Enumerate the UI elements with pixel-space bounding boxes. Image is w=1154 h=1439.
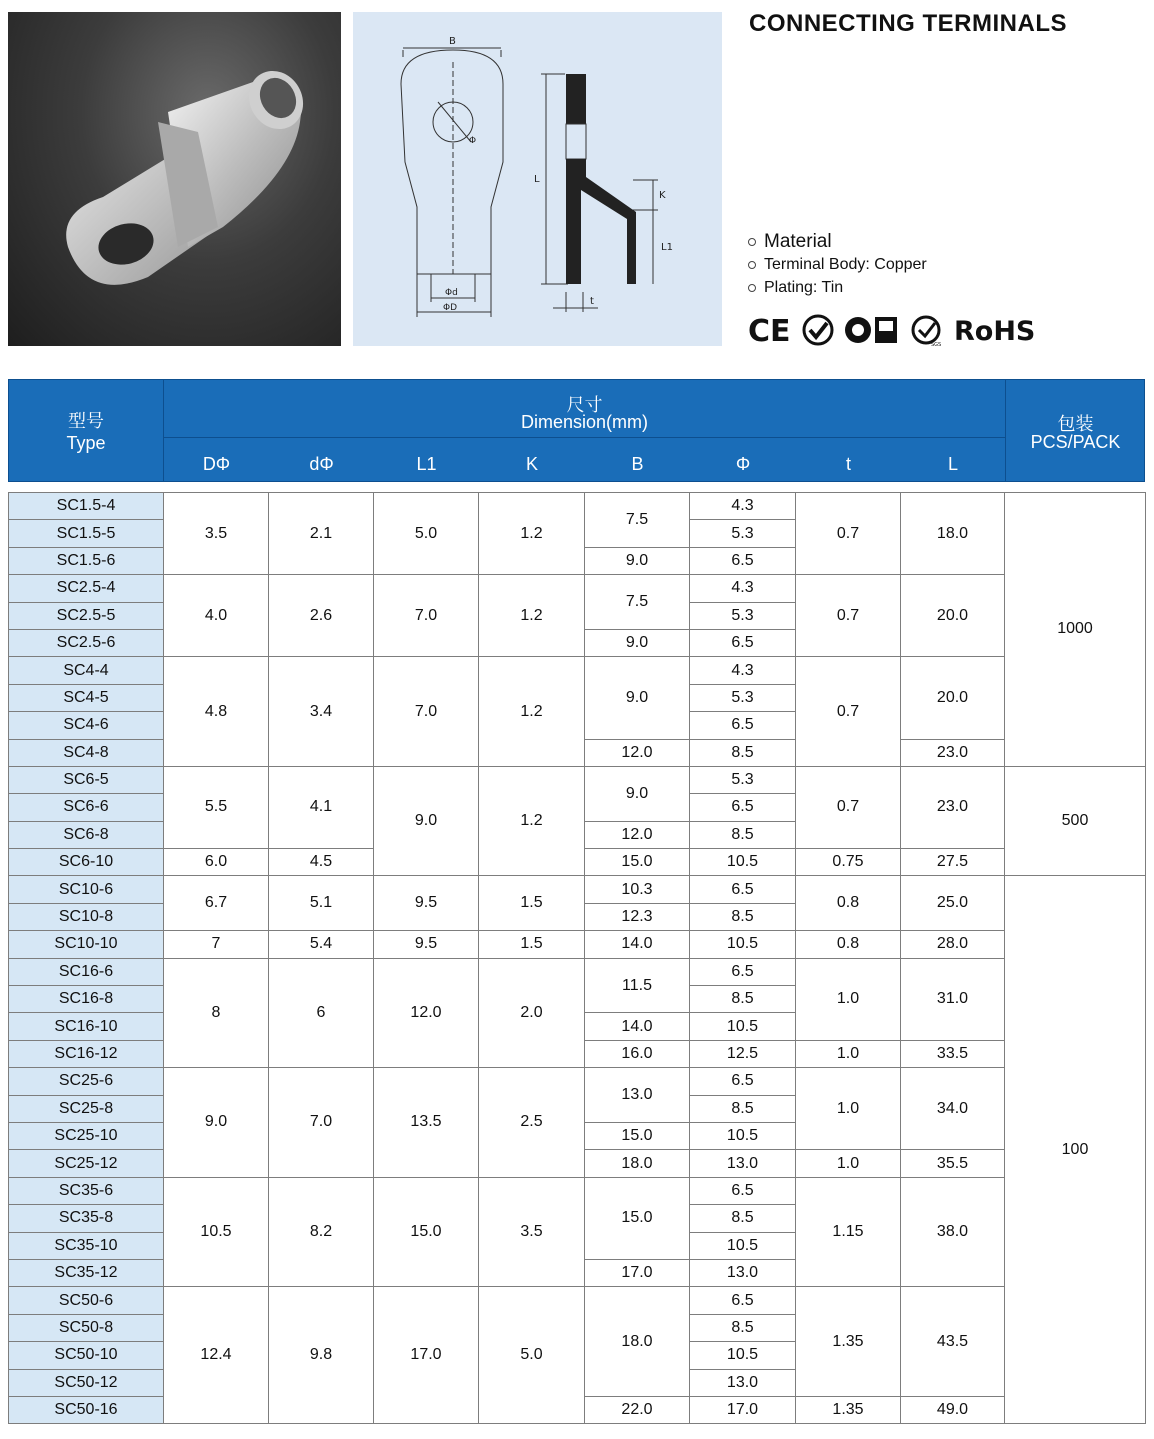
cell-Phi: 13.0 — [690, 1369, 796, 1396]
dimension-diagram — [353, 12, 722, 346]
cell-d: 2.6 — [269, 575, 374, 657]
table-row — [9, 657, 1146, 684]
header-dimension-en: Dimension(mm) — [520, 412, 648, 432]
label-d-small: Φd — [445, 288, 458, 298]
cell-Phi: 10.5 — [690, 1122, 796, 1149]
product-photo — [8, 12, 341, 346]
cell-Phi: 4.3 — [690, 575, 796, 602]
cell-pack: 100 — [1005, 876, 1146, 1424]
cell-B: 15.0 — [585, 1122, 690, 1149]
label-phi: Φ — [469, 136, 477, 146]
cell-D: 5.5 — [164, 766, 269, 848]
quality-cert-icon — [845, 317, 897, 343]
cell-B: 9.0 — [585, 629, 690, 656]
cell-K: 1.5 — [479, 876, 585, 931]
cell-Phi: 10.5 — [690, 1232, 796, 1259]
cell-t: 0.8 — [796, 931, 901, 958]
cell-B: 16.0 — [585, 1040, 690, 1067]
cell-d: 2.1 — [269, 493, 374, 575]
certification-logos — [748, 310, 1048, 350]
cell-B: 14.0 — [585, 931, 690, 958]
cell-L: 25.0 — [901, 876, 1005, 931]
cell-L1: 7.0 — [374, 657, 479, 767]
cell-B: 12.3 — [585, 903, 690, 930]
cell-type: SC50-8 — [9, 1314, 164, 1341]
cell-B: 12.0 — [585, 821, 690, 848]
cell-D: 4.0 — [164, 575, 269, 657]
cell-t: 1.15 — [796, 1177, 901, 1287]
label-t: t — [590, 296, 594, 307]
cell-L: 38.0 — [901, 1177, 1005, 1287]
col-header-L: L — [947, 454, 958, 474]
cell-d: 6 — [269, 958, 374, 1068]
cell-D: 6.7 — [164, 876, 269, 931]
cell-Phi: 4.3 — [690, 657, 796, 684]
dimension-table — [8, 492, 1146, 1424]
cell-D: 12.4 — [164, 1287, 269, 1424]
cell-L1: 15.0 — [374, 1177, 479, 1287]
cell-Phi: 13.0 — [690, 1259, 796, 1286]
cell-Phi: 6.5 — [690, 1068, 796, 1095]
label-l1: L1 — [661, 242, 673, 253]
cell-t: 1.0 — [796, 1068, 901, 1150]
cell-Phi: 4.3 — [690, 493, 796, 520]
cell-B: 10.3 — [585, 876, 690, 903]
cell-B: 9.0 — [585, 657, 690, 739]
cell-Phi: 12.5 — [690, 1040, 796, 1067]
cell-Phi: 8.5 — [690, 986, 796, 1013]
cell-type: SC6-5 — [9, 766, 164, 793]
divider — [164, 437, 1005, 438]
cell-B: 9.0 — [585, 766, 690, 821]
bullet-icon — [748, 261, 756, 269]
cell-d: 4.1 — [269, 766, 374, 848]
cell-K: 1.2 — [479, 766, 585, 876]
cell-type: SC2.5-4 — [9, 575, 164, 602]
header-pack-en: PCS/PACK — [1030, 432, 1121, 452]
cell-type: SC10-8 — [9, 903, 164, 930]
cell-pack: 1000 — [1005, 493, 1146, 767]
cell-t: 1.0 — [796, 1150, 901, 1177]
cell-type: SC4-8 — [9, 739, 164, 766]
cell-D: 4.8 — [164, 657, 269, 767]
cell-t: 0.7 — [796, 575, 901, 657]
cell-L1: 17.0 — [374, 1287, 479, 1424]
cell-type: SC2.5-5 — [9, 602, 164, 629]
col-header-d: dΦ — [309, 454, 334, 474]
cell-type: SC25-6 — [9, 1068, 164, 1095]
header-type-en: Type — [66, 433, 106, 453]
cell-K: 1.2 — [479, 575, 585, 657]
label-b: B — [449, 36, 456, 47]
cell-t: 1.0 — [796, 1040, 901, 1067]
cell-K: 2.5 — [479, 1068, 585, 1178]
cell-L1: 5.0 — [374, 493, 479, 575]
svg-text:SGS: SGS — [931, 342, 942, 348]
cell-Phi: 6.5 — [690, 629, 796, 656]
cell-Phi: 10.5 — [690, 1342, 796, 1369]
cell-Phi: 8.5 — [690, 1205, 796, 1232]
cell-Phi: 8.5 — [690, 1095, 796, 1122]
cell-L: 28.0 — [901, 931, 1005, 958]
cell-L: 27.5 — [901, 849, 1005, 876]
cell-type: SC50-6 — [9, 1287, 164, 1314]
label-l: L — [534, 174, 540, 185]
cell-L: 31.0 — [901, 958, 1005, 1040]
cell-L: 34.0 — [901, 1068, 1005, 1150]
cell-Phi: 6.5 — [690, 794, 796, 821]
cell-Phi: 10.5 — [690, 931, 796, 958]
cell-d: 9.8 — [269, 1287, 374, 1424]
cell-Phi: 13.0 — [690, 1150, 796, 1177]
cell-K: 1.2 — [479, 657, 585, 767]
cell-type: SC35-10 — [9, 1232, 164, 1259]
cell-L: 35.5 — [901, 1150, 1005, 1177]
ce-mark-icon: CE — [748, 314, 791, 349]
cell-L: 23.0 — [901, 739, 1005, 766]
col-header-B: B — [631, 454, 644, 474]
cell-Phi: 6.5 — [690, 1177, 796, 1204]
table-row — [9, 575, 1146, 602]
cell-B: 7.5 — [585, 493, 690, 548]
cell-d: 3.4 — [269, 657, 374, 767]
cell-D: 10.5 — [164, 1177, 269, 1287]
table-header — [8, 379, 1145, 482]
cell-D: 8 — [164, 958, 269, 1068]
cell-B: 13.0 — [585, 1068, 690, 1123]
cell-L: 33.5 — [901, 1040, 1005, 1067]
table-row — [9, 876, 1146, 903]
cell-d: 5.1 — [269, 876, 374, 931]
cell-Phi: 8.5 — [690, 1314, 796, 1341]
col-header-L1: L1 — [416, 454, 437, 474]
cell-K: 2.0 — [479, 958, 585, 1068]
cell-L: 20.0 — [901, 657, 1005, 739]
cell-Phi: 5.3 — [690, 684, 796, 711]
cell-B: 11.5 — [585, 958, 690, 1013]
cell-Phi: 17.0 — [690, 1396, 796, 1423]
table-row — [9, 958, 1146, 985]
bullet-icon — [748, 238, 756, 246]
cell-type: SC2.5-6 — [9, 629, 164, 656]
material-item: Terminal Body: Copper — [748, 253, 927, 276]
cell-K: 1.2 — [479, 493, 585, 575]
col-header-Phi: Φ — [735, 454, 751, 474]
cell-L: 43.5 — [901, 1287, 1005, 1397]
cell-type: SC4-6 — [9, 712, 164, 739]
cell-Phi: 6.5 — [690, 876, 796, 903]
cell-type: SC6-8 — [9, 821, 164, 848]
cell-L: 23.0 — [901, 766, 1005, 848]
col-header-t: t — [845, 454, 851, 474]
rohs-mark-icon: RoHS — [954, 316, 1036, 347]
cell-type: SC35-6 — [9, 1177, 164, 1204]
cell-type: SC10-10 — [9, 931, 164, 958]
cell-type: SC4-4 — [9, 657, 164, 684]
cell-t: 0.7 — [796, 657, 901, 767]
cell-type: SC1.5-6 — [9, 547, 164, 574]
material-heading: Material — [748, 230, 927, 253]
cell-B: 22.0 — [585, 1396, 690, 1423]
cell-d: 7.0 — [269, 1068, 374, 1178]
cell-K: 3.5 — [479, 1177, 585, 1287]
cell-t: 1.35 — [796, 1287, 901, 1397]
material-item: Plating: Tin — [748, 276, 927, 299]
cell-Phi: 6.5 — [690, 958, 796, 985]
cell-L1: 13.5 — [374, 1068, 479, 1178]
header-pack-cn: 包装 — [1057, 414, 1094, 434]
cell-d: 5.4 — [269, 931, 374, 958]
cell-Phi: 8.5 — [690, 821, 796, 848]
cell-type: SC4-5 — [9, 684, 164, 711]
table-row — [9, 1068, 1146, 1095]
cell-B: 18.0 — [585, 1287, 690, 1397]
cell-t: 1.0 — [796, 958, 901, 1040]
sgs-cert-icon — [913, 317, 941, 348]
table-row — [9, 1177, 1146, 1204]
header-type-cn: 型号 — [68, 411, 104, 431]
cell-B: 9.0 — [585, 547, 690, 574]
cell-L1: 9.5 — [374, 876, 479, 931]
material-section — [748, 230, 927, 299]
cell-type: SC1.5-4 — [9, 493, 164, 520]
table-row — [9, 766, 1146, 793]
cell-Phi: 5.3 — [690, 602, 796, 629]
col-header-K: K — [525, 454, 538, 474]
cell-type: SC6-6 — [9, 794, 164, 821]
cell-D: 7 — [164, 931, 269, 958]
table-row — [9, 931, 1146, 958]
cell-type: SC16-8 — [9, 986, 164, 1013]
cell-Phi: 8.5 — [690, 903, 796, 930]
cell-Phi: 6.5 — [690, 547, 796, 574]
col-header-D: DΦ — [202, 454, 231, 474]
cell-type: SC35-8 — [9, 1205, 164, 1232]
cell-K: 5.0 — [479, 1287, 585, 1424]
cell-L1: 9.0 — [374, 766, 479, 876]
cell-Phi: 10.5 — [690, 1013, 796, 1040]
cell-t: 0.75 — [796, 849, 901, 876]
cell-type: SC50-12 — [9, 1369, 164, 1396]
cell-B: 7.5 — [585, 575, 690, 630]
cell-L: 18.0 — [901, 493, 1005, 575]
cell-type: SC25-8 — [9, 1095, 164, 1122]
label-k: K — [659, 190, 666, 201]
cell-type: SC6-10 — [9, 849, 164, 876]
cell-Phi: 8.5 — [690, 739, 796, 766]
cell-type: SC25-10 — [9, 1122, 164, 1149]
cell-K: 1.5 — [479, 931, 585, 958]
cell-t: 0.7 — [796, 493, 901, 575]
header-dimension-cn: 尺寸 — [566, 395, 603, 415]
cell-type: SC10-6 — [9, 876, 164, 903]
cell-Phi: 5.3 — [690, 520, 796, 547]
cell-type: SC1.5-5 — [9, 520, 164, 547]
cell-D: 6.0 — [164, 849, 269, 876]
cell-B: 12.0 — [585, 739, 690, 766]
cell-type: SC16-12 — [9, 1040, 164, 1067]
cell-L1: 7.0 — [374, 575, 479, 657]
label-d-large: ΦD — [443, 303, 458, 313]
cell-Phi: 6.5 — [690, 712, 796, 739]
cell-type: SC16-10 — [9, 1013, 164, 1040]
cell-L1: 12.0 — [374, 958, 479, 1068]
cell-B: 15.0 — [585, 1177, 690, 1259]
cell-Phi: 5.3 — [690, 766, 796, 793]
table-row — [9, 493, 1146, 520]
cell-L: 49.0 — [901, 1396, 1005, 1423]
cell-type: SC16-6 — [9, 958, 164, 985]
cell-type: SC50-16 — [9, 1396, 164, 1423]
table-row — [9, 1287, 1146, 1314]
cell-D: 3.5 — [164, 493, 269, 575]
cell-t: 0.7 — [796, 766, 901, 848]
cell-B: 15.0 — [585, 849, 690, 876]
page-title: CONNECTING TERMINALS — [749, 10, 1067, 37]
cell-t: 1.35 — [796, 1396, 901, 1423]
bullet-icon — [748, 284, 756, 292]
cell-t: 0.8 — [796, 876, 901, 931]
technical-drawing — [353, 12, 722, 346]
cell-type: SC50-10 — [9, 1342, 164, 1369]
cell-d: 4.5 — [269, 849, 374, 876]
cell-B: 17.0 — [585, 1259, 690, 1286]
iso-cert-icon — [804, 316, 832, 344]
cell-D: 9.0 — [164, 1068, 269, 1178]
terminal-lug-image — [8, 12, 341, 346]
cell-type: SC35-12 — [9, 1259, 164, 1286]
cell-L1: 9.5 — [374, 931, 479, 958]
cell-Phi: 6.5 — [690, 1287, 796, 1314]
cell-pack: 500 — [1005, 766, 1146, 876]
cell-Phi: 10.5 — [690, 849, 796, 876]
cell-d: 8.2 — [269, 1177, 374, 1287]
cell-L: 20.0 — [901, 575, 1005, 657]
cell-type: SC25-12 — [9, 1150, 164, 1177]
cell-B: 18.0 — [585, 1150, 690, 1177]
cell-B: 14.0 — [585, 1013, 690, 1040]
